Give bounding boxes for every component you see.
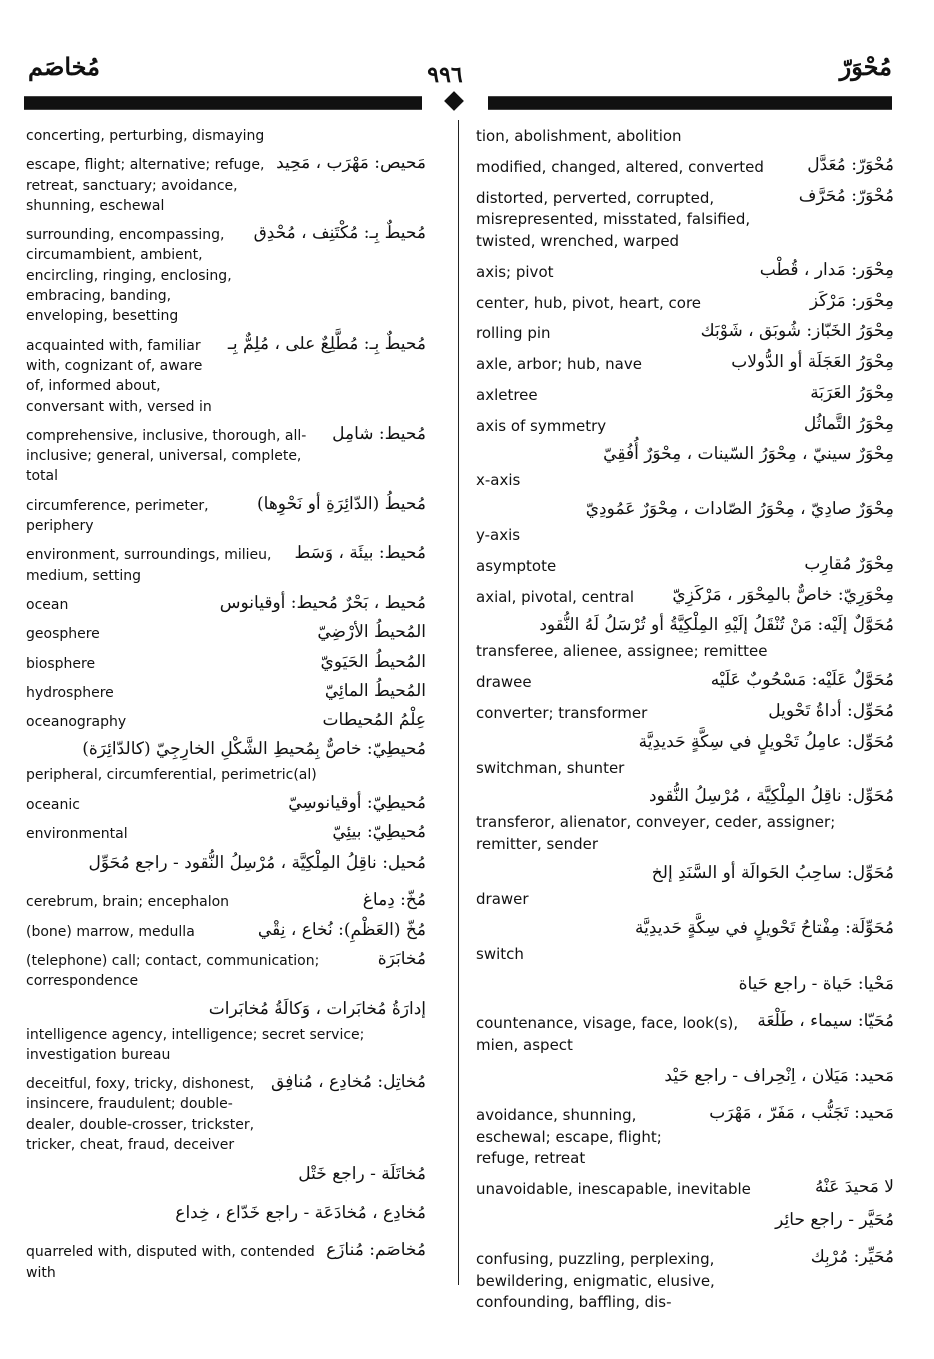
arabic-headword: مَحيد: مَيَلان ، اِنْحِراف - راجع حَيْد bbox=[660, 1066, 894, 1088]
arabic-headword: مُخادِع ، مُخادَعَة - راجع خَدّاع ، خِداع bbox=[171, 1203, 426, 1223]
arabic-headword: مُخابَرَة bbox=[374, 949, 426, 969]
arabic-headword: مُحيطٌ بِـ: مُكْتَنِف ، مُحْدِق bbox=[250, 223, 426, 243]
arabic-headword: مِحْوَر: مَرْكَز bbox=[806, 291, 894, 313]
english-definition: distorted, perverted, corrupted, misrepresented, misstated, falsified, twisted, wrenched, warped bbox=[476, 188, 751, 250]
arabic-headword: مِحْوَرُ الخَبّاز: شُوبَق ، شَوْبَك bbox=[697, 321, 894, 343]
dictionary-entry bbox=[26, 126, 426, 146]
arabic-headword: المُحيطُ الحَيَويّ bbox=[317, 652, 426, 672]
english-definition: confusing, puzzling, perplexing, bewildering, enigmatic, elusive, confounding, baffling, dis- bbox=[476, 1249, 715, 1312]
dictionary-entry bbox=[26, 225, 426, 326]
english-definition: axis of symmetry bbox=[476, 416, 607, 435]
header-rule-right bbox=[488, 96, 892, 110]
arabic-headword: مُحَيَّر - راجع حائِر bbox=[771, 1210, 894, 1232]
dictionary-entry bbox=[476, 617, 894, 663]
arabic-headword: لا مَحيدَ عَنْهُ bbox=[811, 1177, 894, 1199]
dictionary-entry bbox=[476, 700, 894, 725]
dictionary-entry bbox=[26, 948, 426, 992]
arabic-headword: مُحَوَّلٌ إلَيْه: مَنْ تُنْقَلُ إلَيْهِ المِلْكِيَّةُ أو تُرْسَلُ لَهُ النُّقود bbox=[535, 615, 894, 637]
arabic-headword: مُخّ: دِماغ bbox=[359, 890, 426, 910]
dictionary-entry bbox=[476, 1066, 894, 1096]
left-column bbox=[26, 126, 426, 1292]
english-definition: escape, flight; alternative; refuge, retreat, sanctuary; avoidance, shunning, eschewal bbox=[26, 157, 265, 214]
english-definition: axis; pivot bbox=[476, 262, 554, 281]
arabic-headword: مُحَوِّلَة: مِفْتاحُ تَحْويلٍ في سِكَّةٍ حَديدِيَّة bbox=[631, 918, 894, 940]
arabic-headword: مُحيط ، بَحْرٌ مُحيط: أوقيانوس bbox=[216, 593, 426, 613]
arabic-headword: مِحْوَرٌ مُقارِب bbox=[800, 554, 894, 576]
arabic-headword: إدارَةُ مُخابَرات ، وَكالَةُ مُخابَرات bbox=[205, 999, 426, 1019]
english-definition: converter; transformer bbox=[476, 703, 648, 722]
english-definition: deceitful, foxy, tricky, dishonest, insincere, fraudulent; double-dealer, double-crosser, trickster, tricker, cheat, fraud, deceiver bbox=[26, 1076, 255, 1153]
arabic-headword: مِحْوَرُ العَجَلَة أو الدُّولاب bbox=[727, 352, 894, 374]
arabic-headword: مُحيط: بيئَة ، وَسَط bbox=[291, 543, 426, 563]
header-guide-word-right: مُحْوَرّ bbox=[839, 52, 892, 81]
english-definition: (bone) marrow, medulla bbox=[26, 923, 195, 940]
arabic-headword: مِحْوَرِيّ: خاصٌّ بالمِحْوَر ، مَرْكَزِيّ bbox=[668, 585, 894, 607]
dictionary-entry bbox=[26, 651, 426, 674]
english-definition: oceanic bbox=[26, 796, 80, 813]
arabic-headword: مُحَوِّل: أداةُ تَحْويل bbox=[764, 701, 894, 723]
dictionary-entry bbox=[476, 446, 894, 492]
arabic-headword: مِحْوَرُ التَّماثُل bbox=[800, 414, 894, 436]
english-definition: drawer bbox=[476, 889, 529, 908]
dictionary-entry bbox=[476, 185, 894, 253]
dictionary-entry bbox=[476, 917, 894, 966]
dictionary-entry bbox=[476, 1013, 894, 1057]
arabic-headword: مَحيص: مَهْرَب ، مَحِيد bbox=[272, 153, 426, 173]
dictionary-entry bbox=[476, 1246, 894, 1314]
arabic-headword: مُحيطِيّ: بيئِيّ bbox=[328, 822, 426, 842]
dictionary-entry bbox=[476, 501, 894, 547]
english-definition: transferor, alienator, conveyer, ceder, assigner; remitter, sender bbox=[476, 813, 836, 853]
english-definition: axletree bbox=[476, 385, 538, 404]
column-divider bbox=[458, 120, 459, 1285]
english-definition: surrounding, encompassing, circumambient, ambient, encircling, ringing, enclosing, embracing, banding, enveloping, besetting bbox=[26, 227, 232, 325]
english-definition: center, hub, pivot, heart, core bbox=[476, 293, 702, 312]
dictionary-entry bbox=[26, 1203, 426, 1233]
arabic-headword: مُحْوَرّ: مُحَرَّف bbox=[795, 186, 894, 208]
dictionary-entry bbox=[476, 672, 894, 694]
dictionary-entry bbox=[476, 553, 894, 578]
dictionary-entry bbox=[26, 712, 426, 732]
arabic-headword: مُخّ (العَظْمِ): نُخاع ، نِقْي bbox=[254, 920, 426, 940]
english-definition: geosphere bbox=[26, 626, 100, 643]
english-definition: countenance, visage, face, look(s), mien, aspect bbox=[476, 1014, 739, 1054]
header-rule-left bbox=[24, 96, 422, 110]
english-definition: comprehensive, inclusive, thorough, all-inclusive; general, universal, complete, total bbox=[26, 427, 307, 485]
english-definition: x-axis bbox=[476, 471, 521, 490]
arabic-headword: مِحْوَرُ العَرَبَة bbox=[806, 383, 894, 405]
arabic-headword: مَحيد: تَجَنُّب ، مَفَرّ ، مَهْرَب bbox=[705, 1103, 894, 1125]
dictionary-entry bbox=[26, 1242, 426, 1283]
dictionary-entry bbox=[476, 1102, 894, 1170]
arabic-headword: مُحَيّا: سيماء ، طَلْعَة bbox=[753, 1011, 894, 1033]
arabic-headword: مُحَيِّر: مُرْبِك bbox=[807, 1247, 894, 1269]
arabic-headword: مُحيطٌ بِـ: مُطَّلِعٌ على ، مُلِمٌّ بِـ bbox=[224, 334, 426, 354]
dictionary-entry bbox=[476, 584, 894, 609]
dictionary-entry bbox=[476, 382, 894, 407]
english-definition: acquainted with, familiar with, cognizant of, aware of, informed about, conversant with, versed in bbox=[26, 337, 212, 415]
english-definition: intelligence agency, intelligence; secret service; investigation bureau bbox=[26, 1026, 365, 1063]
arabic-headword: المُحيطُ الأرْضِيّ bbox=[313, 622, 426, 642]
english-definition: rolling pin bbox=[476, 324, 551, 343]
header-diamond-ornament bbox=[444, 91, 464, 111]
arabic-headword: عِلْمُ المُحيطات bbox=[319, 710, 426, 730]
english-definition: drawee bbox=[476, 673, 532, 691]
english-definition: switchman, shunter bbox=[476, 758, 625, 777]
dictionary-entry bbox=[26, 155, 426, 216]
dictionary-entry bbox=[26, 824, 426, 844]
dictionary-entry bbox=[476, 788, 894, 856]
english-definition: oceanography bbox=[26, 714, 127, 731]
arabic-headword: مُحَوِّل: عامِلُ تَحْويلٍ في سِكَّةٍ حَديدِيَّة bbox=[635, 732, 894, 754]
english-definition: axle, arbor; hub, nave bbox=[476, 355, 642, 373]
english-definition: axial, pivotal, central bbox=[476, 587, 635, 606]
english-definition: asymptote bbox=[476, 556, 557, 575]
dictionary-entry bbox=[476, 974, 894, 1004]
dictionary-entry bbox=[26, 741, 426, 785]
arabic-headword: مُخاصَم: مُنازَع bbox=[322, 1240, 426, 1260]
dictionary-entry bbox=[26, 680, 426, 703]
dictionary-entry bbox=[26, 1074, 426, 1155]
english-definition: (telephone) call; contact, communication; correspondence bbox=[26, 952, 320, 990]
dictionary-entry bbox=[26, 333, 426, 417]
english-definition: unavoidable, inescapable, inevitable bbox=[476, 1180, 751, 1198]
dictionary-entry bbox=[26, 792, 426, 815]
english-definition: switch bbox=[476, 944, 524, 963]
dictionary-entry bbox=[26, 998, 426, 1066]
dictionary-entry bbox=[476, 354, 894, 376]
arabic-headword: مُحَوَّلٌ عَلَيْه: مَسْحُوبٌ عَلَيْه bbox=[707, 670, 894, 692]
arabic-headword: مَحْيا: حَياة - راجع حَياة bbox=[735, 974, 894, 996]
english-definition: biosphere bbox=[26, 655, 96, 672]
english-definition: concerting, perturbing, dismaying bbox=[26, 128, 265, 144]
arabic-headword: مُحْوَرّ: مُعَدَّل bbox=[803, 155, 894, 177]
dictionary-entry bbox=[476, 731, 894, 780]
english-definition: quarreled with, disputed with, contended with bbox=[26, 1244, 315, 1281]
dictionary-entry bbox=[26, 624, 426, 644]
dictionary-entry bbox=[26, 423, 426, 487]
arabic-headword: مُحيطِيّ: أوقيانوسِيّ bbox=[284, 793, 426, 813]
dictionary-entry bbox=[476, 126, 894, 148]
arabic-headword: مِحْوَر: مَدار ، قُطْب bbox=[756, 260, 894, 282]
english-definition: transferee, alienee, assignee; remittee bbox=[476, 642, 768, 661]
dictionary-entry bbox=[26, 493, 426, 537]
arabic-headword: مِحْوَرٌ صادِيّ ، مِحْوَرُ الصّادات ، مِحْوَرٌ عَمُودِيّ bbox=[582, 499, 894, 521]
arabic-headword: مُحيل: ناقِلُ المِلْكِيَّة ، مُرْسِلُ النُّقود - راجع مُحَوِّل bbox=[85, 853, 426, 873]
arabic-headword: مُحيطِيّ: خاصٌّ بِمُحيطِ الشَّكْلِ الخارِجِيّ (كالدّائِرَة) bbox=[78, 739, 426, 759]
dictionary-entry bbox=[476, 323, 894, 345]
dictionary-entry bbox=[476, 1179, 894, 1201]
arabic-headword: المُحيطُ المائِيّ bbox=[321, 681, 426, 701]
english-definition: tion, abolishment, abolition bbox=[476, 127, 682, 145]
dictionary-entry bbox=[476, 1210, 894, 1240]
arabic-headword: مُحيط: شامِل bbox=[328, 424, 426, 444]
dictionary-entry bbox=[476, 413, 894, 438]
arabic-headword: مُحَوِّل: ساحِبُ الحَوالَة أو السَّنَدِ إلخ bbox=[648, 863, 894, 885]
dictionary-entry bbox=[476, 259, 894, 284]
english-definition: hydrosphere bbox=[26, 684, 114, 701]
dictionary-entry bbox=[476, 862, 894, 911]
right-column bbox=[476, 126, 894, 1323]
english-definition: ocean bbox=[26, 596, 69, 613]
english-definition: circumference, perimeter, periphery bbox=[26, 497, 209, 535]
english-definition: avoidance, shunning, eschewal; escape, flight; refuge, retreat bbox=[476, 1105, 662, 1168]
dictionary-entry bbox=[26, 1164, 426, 1194]
dictionary-entry bbox=[26, 919, 426, 942]
dictionary-entry bbox=[26, 592, 426, 615]
arabic-headword: مِحْوَرٌ سينيّ ، مِحْوَرُ السّينات ، مِحْوَرٌ أُفُقِيّ bbox=[599, 444, 894, 466]
dictionary-entry bbox=[476, 154, 894, 179]
arabic-headword: مُحَوِّل: ناقِلُ المِلْكِيَّة ، مُرْسِلُ النُّقود bbox=[645, 786, 894, 808]
english-definition: environmental bbox=[26, 826, 128, 843]
arabic-headword: مُخاتَلَة - راجع خَتْل bbox=[294, 1164, 426, 1184]
dictionary-entry bbox=[26, 853, 426, 883]
page-number: ٩٩٦ bbox=[427, 62, 463, 88]
header-guide-word-left: مُخاصَم bbox=[28, 52, 101, 81]
english-definition: environment, surroundings, milieu, medium, setting bbox=[26, 547, 272, 584]
arabic-headword: مُخاتِل: مُخادِع ، مُنافِق bbox=[267, 1072, 426, 1092]
dictionary-entry bbox=[476, 290, 894, 315]
english-definition: y-axis bbox=[476, 526, 521, 544]
english-definition: cerebrum, brain; encephalon bbox=[26, 894, 230, 911]
arabic-headword: مُحيطُ (الدّائِرَةِ أو نَحْوِها) bbox=[253, 494, 426, 514]
english-definition: peripheral, circumferential, perimetric(al) bbox=[26, 767, 317, 784]
dictionary-entry bbox=[26, 892, 426, 912]
english-definition: modified, changed, altered, converted bbox=[476, 157, 764, 176]
dictionary-entry bbox=[26, 545, 426, 586]
